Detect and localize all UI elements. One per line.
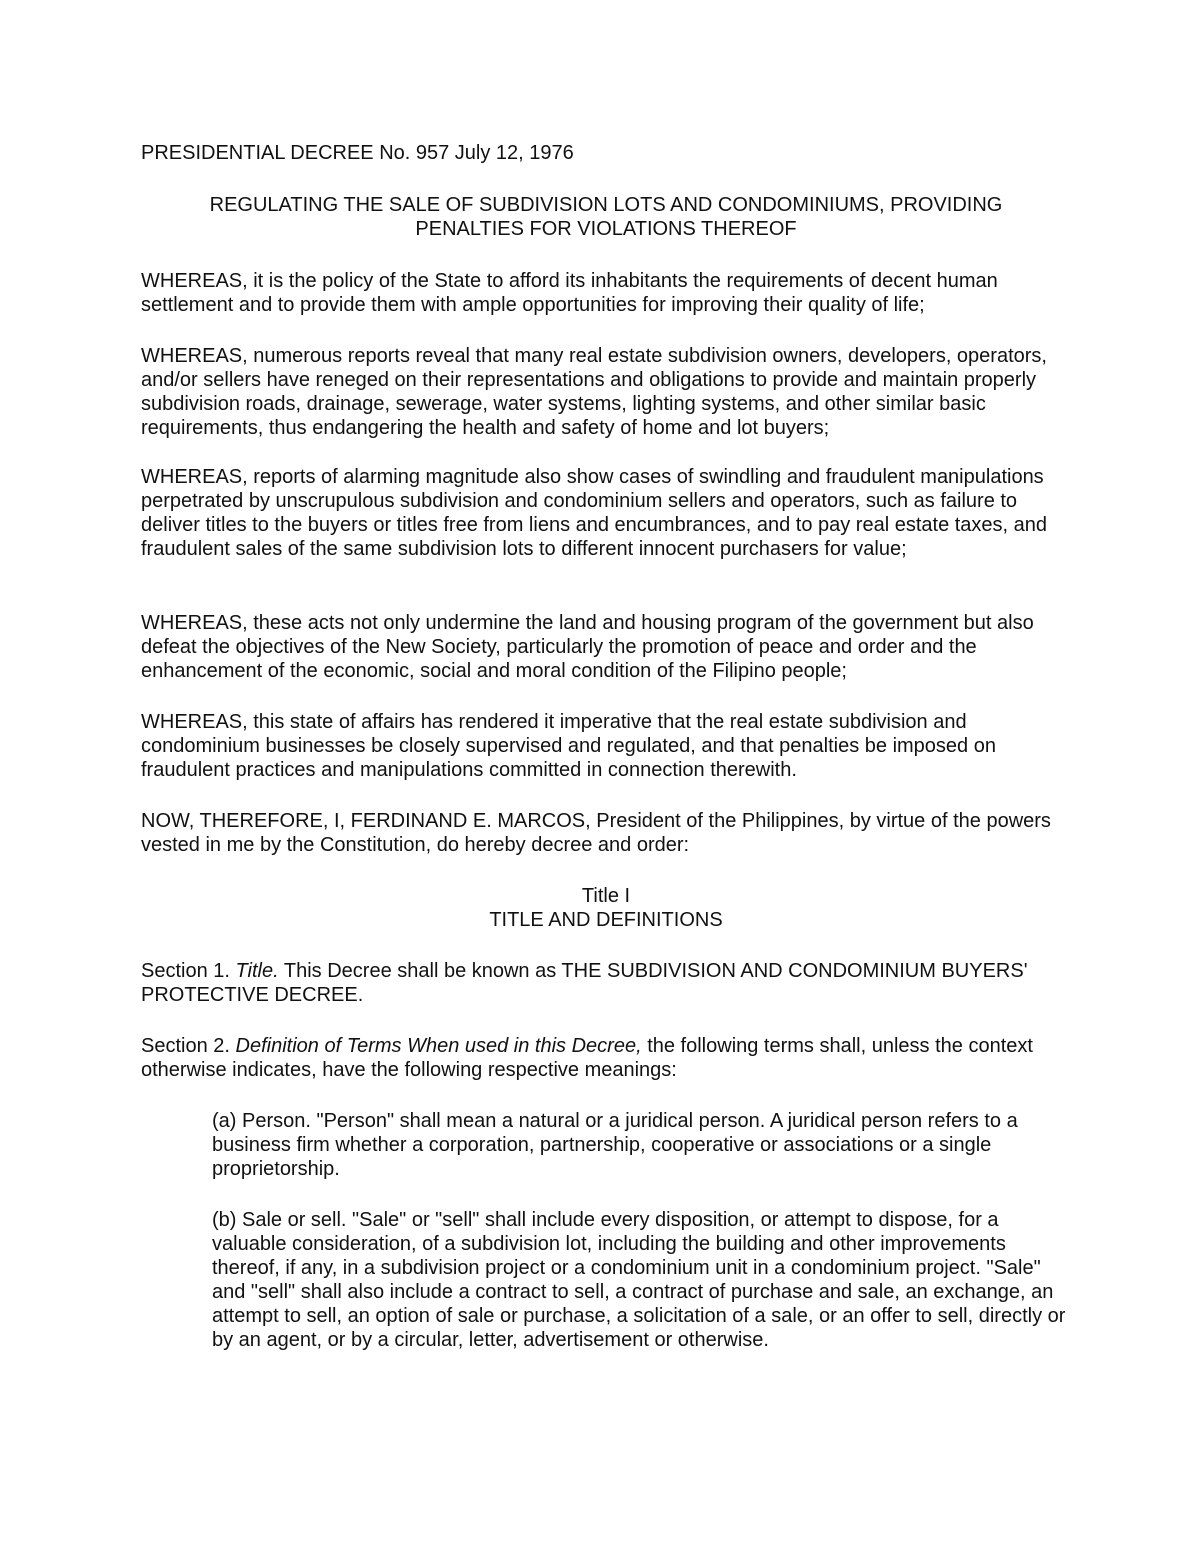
section-1-heading: Title.	[235, 960, 279, 982]
definition-b-sale: (b) Sale or sell. "Sale" or "sell" shall include every disposition, or attempt to dispose, for a valuable consideration, of a subdivision lot, including the building and other improvements thereof, if any, in a subdivision project or a condominium unit in a condominium project. "Sale" and "sell" shall also include a contract to sell, a contract of purchase and sale, an exchange, an attempt to sell, an option of sale or purchase, a solicitation of a sale, or an offer to sell, directly or by an agent, or by a circular, letter, advertisement or otherwise.	[212, 1209, 1066, 1351]
whereas-clause-5: WHEREAS, this state of affairs has rendered it imperative that the real estate subdivision and condominium businesses be closely supervised and regulated, and that penalties be imposed on fraudulent practices and manipulations committed in connection therewith.	[141, 711, 996, 781]
now-therefore-clause: NOW, THEREFORE, I, FERDINAND E. MARCOS, President of the Philippines, by virtue of the powers vested in me by the Constitution, do hereby decree and order:	[141, 810, 1051, 856]
title-i-name: TITLE AND DEFINITIONS	[489, 909, 723, 931]
section-2-prefix: Section 2.	[141, 1035, 236, 1057]
section-1-prefix: Section 1.	[141, 960, 236, 982]
section-2-heading: Definition of Terms When used in this Decree,	[235, 1035, 642, 1057]
whereas-clause-2: WHEREAS, numerous reports reveal that many real estate subdivision owners, developers, operators, and/or sellers have reneged on their representations and obligations to provide and maintain properly subdivision roads, drainage, sewerage, water systems, lighting systems, and other similar basic requirements, thus endangering the health and safety of home and lot buyers;	[141, 345, 1047, 439]
whereas-clause-1: WHEREAS, it is the policy of the State to afford its inhabitants the requirements of decent human settlement and to provide them with ample opportunities for improving their quality of life;	[141, 270, 998, 316]
title-i-label: Title I	[581, 885, 631, 907]
section-1-text: This Decree shall be known as THE SUBDIVISION AND CONDOMINIUM BUYERS' PROTECTIVE DECREE.	[141, 960, 1028, 1006]
whereas-clause-4: WHEREAS, these acts not only undermine the land and housing program of the government but also defeat the objectives of the New Society, particularly the promotion of peace and order and the enhancement of the economic, social and moral condition of the Filipino people;	[141, 612, 1034, 682]
decree-title-line2: PENALTIES FOR VIOLATIONS THEREOF	[415, 218, 797, 240]
decree-header: PRESIDENTIAL DECREE No. 957 July 12, 1976	[141, 142, 574, 164]
decree-title-line1: REGULATING THE SALE OF SUBDIVISION LOTS AND CONDOMINIUMS, PROVIDING	[209, 194, 1003, 216]
section-1	[141, 959, 1071, 1007]
whereas-clause-3: WHEREAS, reports of alarming magnitude also show cases of swindling and fraudulent manipulations perpetrated by unscrupulous subdivision and condominium sellers and operators, such as failure to deliver titles to the buyers or titles free from liens and encumbrances, and to pay real estate taxes, and fraudulent sales of the same subdivision lots to different innocent purchasers for value;	[141, 466, 1048, 560]
section-2	[141, 1034, 1071, 1082]
section-2-text: the following terms shall, unless the context otherwise indicates, have the following respective meanings:	[141, 1035, 1033, 1081]
definition-a-person: (a) Person. "Person" shall mean a natural or a juridical person. A juridical person refers to a business firm whether a corporation, partnership, cooperative or associations or a single proprietorship.	[212, 1110, 1018, 1180]
